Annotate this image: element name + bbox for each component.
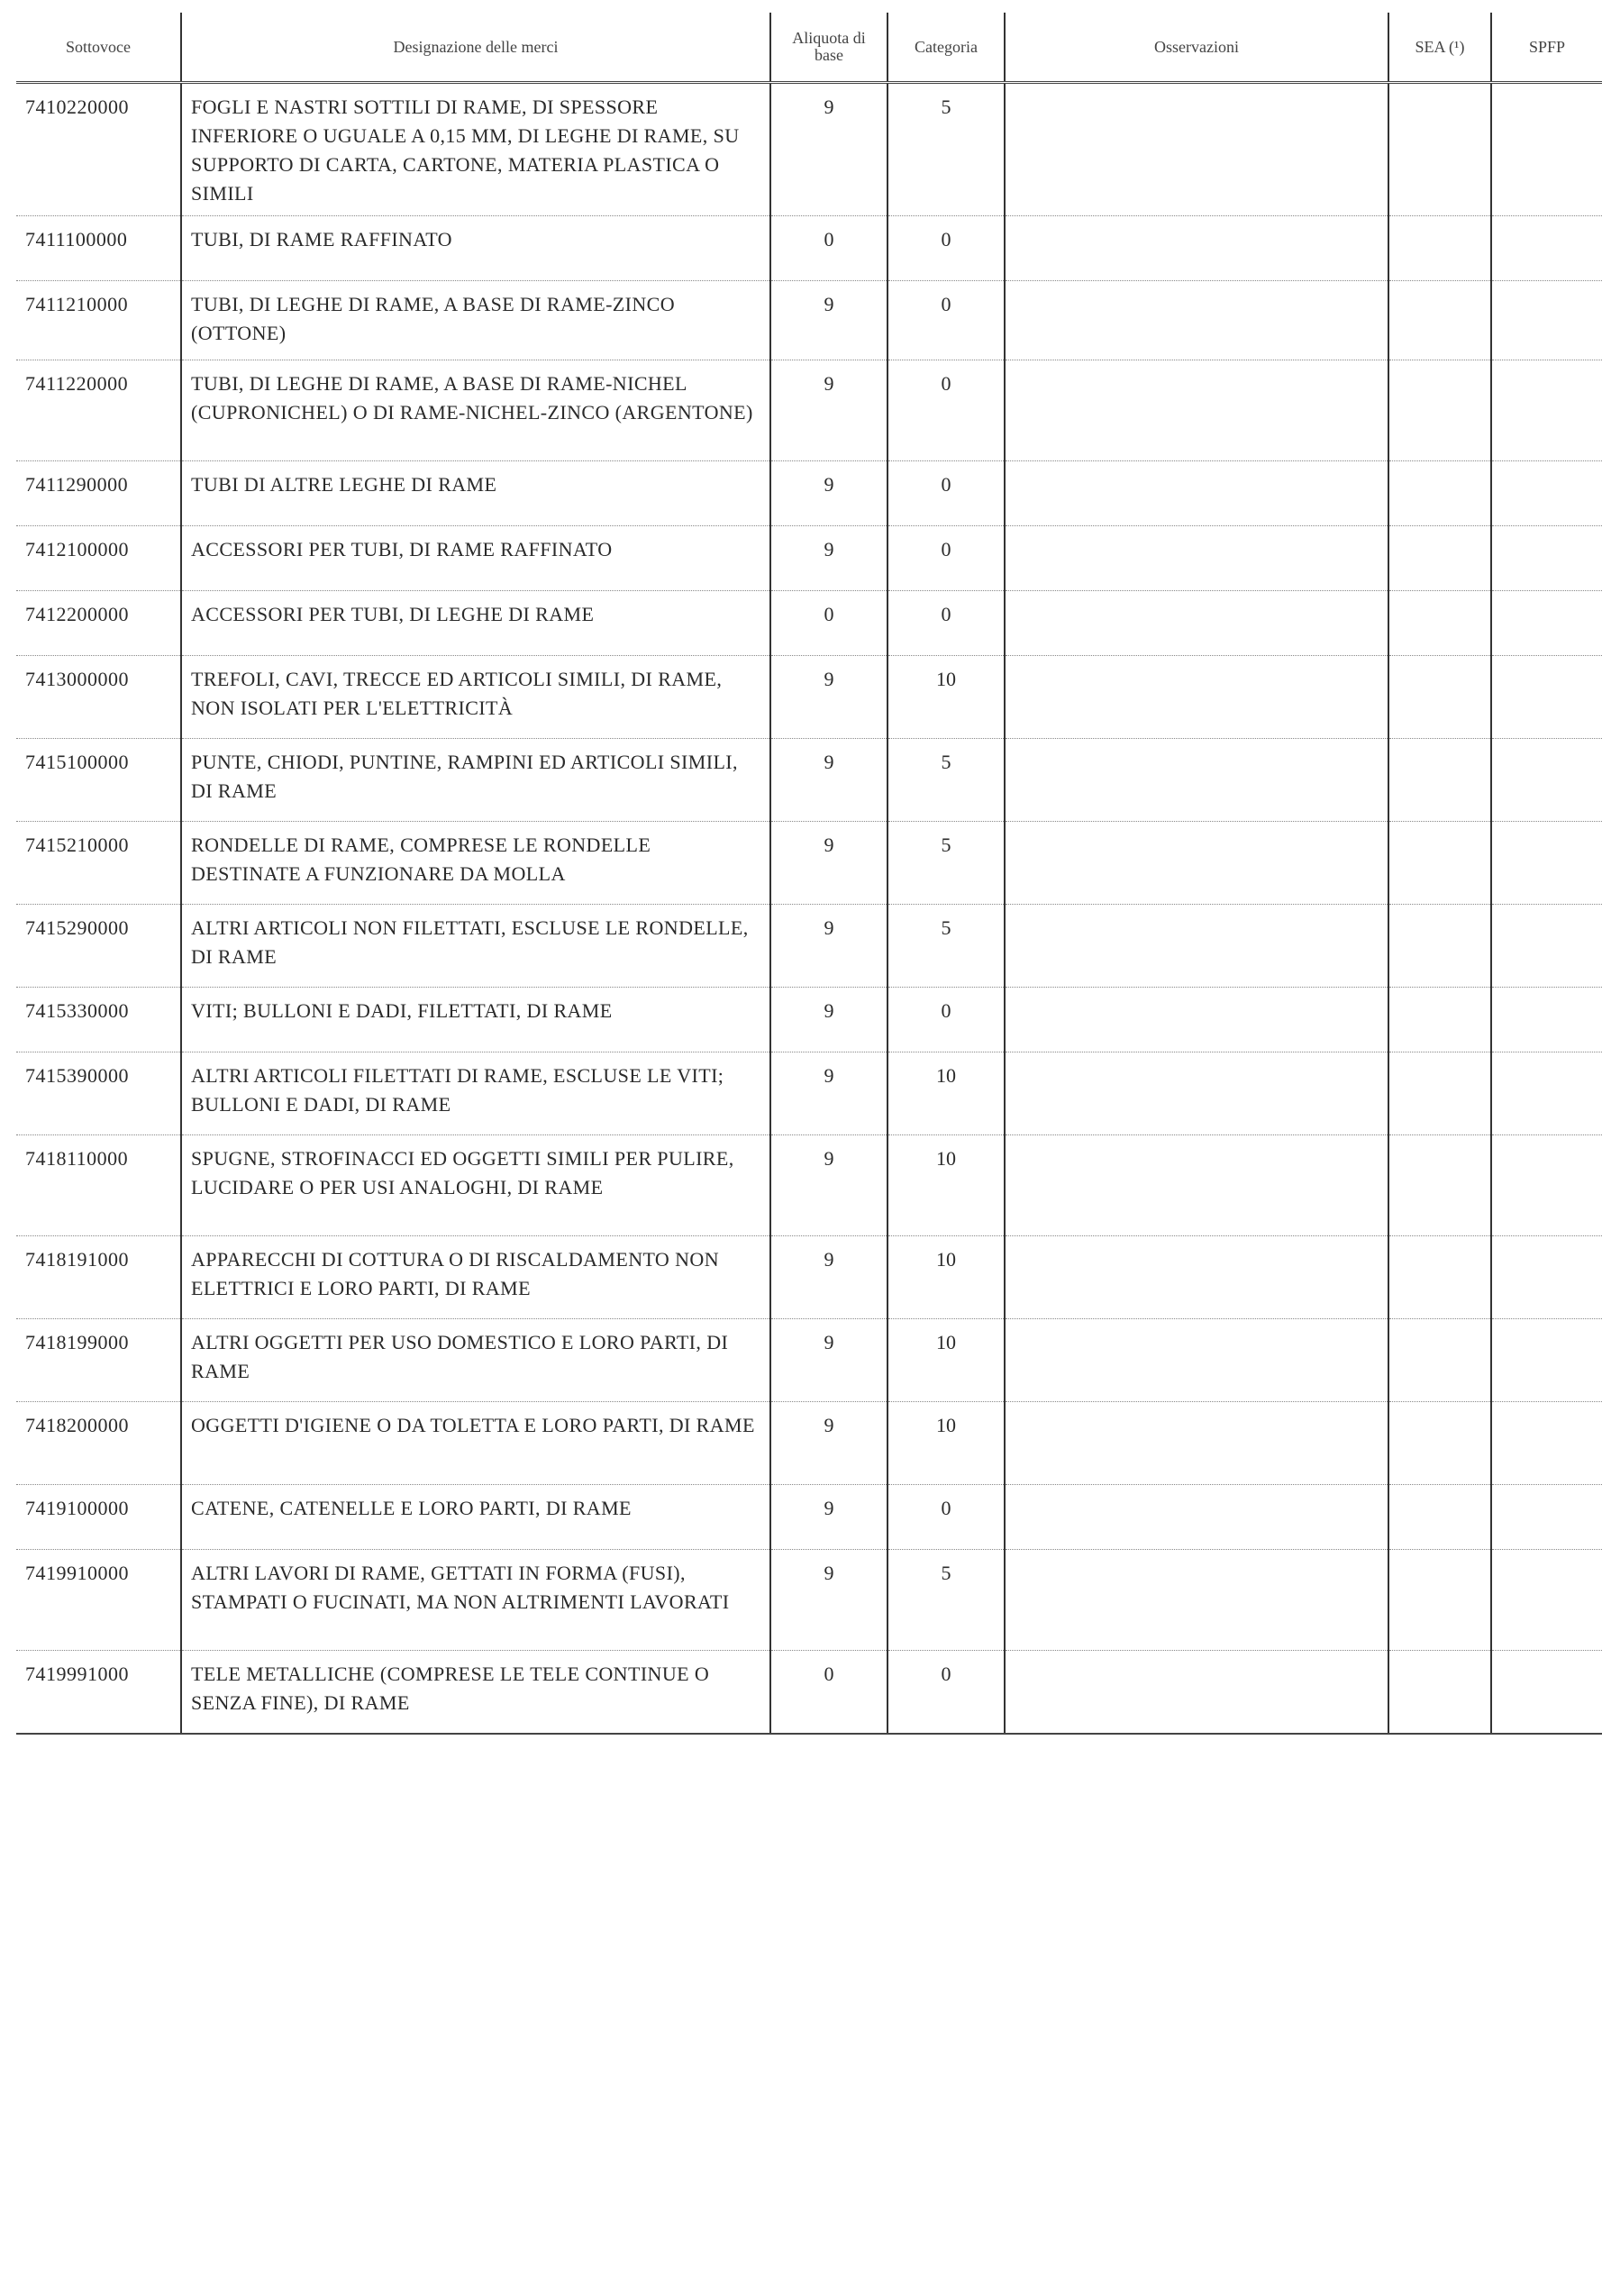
base-rate-cell: 9 (770, 1319, 887, 1402)
base-rate-cell: 9 (770, 281, 887, 360)
code-cell: 7413000000 (16, 656, 181, 739)
sea-cell (1388, 988, 1491, 1052)
base-rate-cell: 9 (770, 1402, 887, 1485)
sea-cell (1388, 905, 1491, 988)
sea-cell (1388, 1236, 1491, 1319)
sea-cell (1388, 526, 1491, 591)
header-spfp: SPFP (1491, 13, 1602, 83)
table-row (16, 591, 1602, 656)
base-rate-cell: 9 (770, 656, 887, 739)
remarks-cell (1005, 360, 1388, 461)
category-cell: 0 (887, 988, 1005, 1052)
remarks-cell (1005, 216, 1388, 281)
table-row (16, 988, 1602, 1052)
table-row (16, 83, 1602, 216)
base-rate-cell: 9 (770, 360, 887, 461)
sea-cell (1388, 739, 1491, 822)
description-cell: ALTRI LAVORI DI RAME, GETTATI IN FORMA (FUSI), STAMPATI O FUCINATI, MA NON ALTRIMENTI LAVORATI (181, 1550, 770, 1651)
table-row (16, 1236, 1602, 1319)
sea-cell (1388, 281, 1491, 360)
spfp-cell (1491, 988, 1602, 1052)
category-cell: 0 (887, 216, 1005, 281)
spfp-cell (1491, 905, 1602, 988)
table-row (16, 1550, 1602, 1651)
description-cell: OGGETTI D'IGIENE O DA TOLETTA E LORO PARTI, DI RAME (181, 1402, 770, 1485)
sea-cell (1388, 1135, 1491, 1236)
spfp-cell (1491, 656, 1602, 739)
spfp-cell (1491, 1319, 1602, 1402)
description-cell: TUBI, DI RAME RAFFINATO (181, 216, 770, 281)
remarks-cell (1005, 1319, 1388, 1402)
description-cell: CATENE, CATENELLE E LORO PARTI, DI RAME (181, 1485, 770, 1550)
sea-cell (1388, 1550, 1491, 1651)
header-code: Sottovoce (16, 13, 181, 83)
code-cell: 7415290000 (16, 905, 181, 988)
base-rate-cell: 9 (770, 461, 887, 526)
base-rate-cell: 0 (770, 216, 887, 281)
header-remarks: Osservazioni (1005, 13, 1388, 83)
spfp-cell (1491, 1236, 1602, 1319)
code-cell: 7415210000 (16, 822, 181, 905)
table-row (16, 1402, 1602, 1485)
sea-cell (1388, 656, 1491, 739)
remarks-cell (1005, 1236, 1388, 1319)
table-row (16, 281, 1602, 360)
remarks-cell (1005, 1485, 1388, 1550)
base-rate-cell: 9 (770, 739, 887, 822)
table-row (16, 1135, 1602, 1236)
remarks-cell (1005, 281, 1388, 360)
base-rate-cell: 9 (770, 1135, 887, 1236)
table-row (16, 905, 1602, 988)
base-rate-cell: 9 (770, 905, 887, 988)
code-cell: 7419910000 (16, 1550, 181, 1651)
remarks-cell (1005, 739, 1388, 822)
table-row (16, 360, 1602, 461)
remarks-cell (1005, 591, 1388, 656)
code-cell: 7418110000 (16, 1135, 181, 1236)
category-cell: 0 (887, 360, 1005, 461)
sea-cell (1388, 822, 1491, 905)
table-row (16, 1651, 1602, 1734)
remarks-cell (1005, 1135, 1388, 1236)
spfp-cell (1491, 83, 1602, 216)
header-description: Designazione delle merci (181, 13, 770, 83)
category-cell: 0 (887, 526, 1005, 591)
code-cell: 7415390000 (16, 1052, 181, 1135)
sea-cell (1388, 591, 1491, 656)
remarks-cell (1005, 1550, 1388, 1651)
table-row (16, 216, 1602, 281)
category-cell: 5 (887, 1550, 1005, 1651)
spfp-cell (1491, 591, 1602, 656)
description-cell: VITI; BULLONI E DADI, FILETTATI, DI RAME (181, 988, 770, 1052)
category-cell: 0 (887, 1651, 1005, 1734)
code-cell: 7415100000 (16, 739, 181, 822)
table-body (16, 83, 1602, 1734)
code-cell: 7419991000 (16, 1651, 181, 1734)
category-cell: 10 (887, 1052, 1005, 1135)
remarks-cell (1005, 905, 1388, 988)
base-rate-cell: 0 (770, 1651, 887, 1734)
sea-cell (1388, 1319, 1491, 1402)
header-sea: SEA (¹) (1388, 13, 1491, 83)
sea-cell (1388, 1402, 1491, 1485)
description-cell: APPARECCHI DI COTTURA O DI RISCALDAMENTO NON ELETTRICI E LORO PARTI, DI RAME (181, 1236, 770, 1319)
remarks-cell (1005, 83, 1388, 216)
sea-cell (1388, 216, 1491, 281)
description-cell: TUBI, DI LEGHE DI RAME, A BASE DI RAME-ZINCO (OTTONE) (181, 281, 770, 360)
description-cell: FOGLI E NASTRI SOTTILI DI RAME, DI SPESSORE INFERIORE O UGUALE A 0,15 MM, DI LEGHE DI RAME, SU SUPPORTO DI CARTA, CARTONE, MATERIA PLASTICA O SIMILI (181, 83, 770, 216)
table-row (16, 526, 1602, 591)
remarks-cell (1005, 461, 1388, 526)
category-cell: 5 (887, 83, 1005, 216)
spfp-cell (1491, 461, 1602, 526)
description-cell: RONDELLE DI RAME, COMPRESE LE RONDELLE DESTINATE A FUNZIONARE DA MOLLA (181, 822, 770, 905)
description-cell: TELE METALLICHE (COMPRESE LE TELE CONTINUE O SENZA FINE), DI RAME (181, 1651, 770, 1734)
table-row (16, 1319, 1602, 1402)
code-cell: 7411100000 (16, 216, 181, 281)
description-cell: ALTRI ARTICOLI FILETTATI DI RAME, ESCLUSE LE VITI; BULLONI E DADI, DI RAME (181, 1052, 770, 1135)
category-cell: 0 (887, 1485, 1005, 1550)
spfp-cell (1491, 822, 1602, 905)
spfp-cell (1491, 739, 1602, 822)
header-base-rate: Aliquota di base (770, 13, 887, 83)
spfp-cell (1491, 1485, 1602, 1550)
code-cell: 7411220000 (16, 360, 181, 461)
code-cell: 7418199000 (16, 1319, 181, 1402)
category-cell: 5 (887, 905, 1005, 988)
spfp-cell (1491, 281, 1602, 360)
category-cell: 10 (887, 1402, 1005, 1485)
remarks-cell (1005, 1402, 1388, 1485)
spfp-cell (1491, 1402, 1602, 1485)
header-row (16, 13, 1602, 83)
code-cell: 7418200000 (16, 1402, 181, 1485)
table-row (16, 461, 1602, 526)
description-cell: ALTRI ARTICOLI NON FILETTATI, ESCLUSE LE RONDELLE, DI RAME (181, 905, 770, 988)
base-rate-cell: 9 (770, 1550, 887, 1651)
table-row (16, 656, 1602, 739)
code-cell: 7412100000 (16, 526, 181, 591)
base-rate-cell: 9 (770, 988, 887, 1052)
header-category: Categoria (887, 13, 1005, 83)
base-rate-cell: 9 (770, 1236, 887, 1319)
tariff-table (16, 13, 1602, 1735)
remarks-cell (1005, 1651, 1388, 1734)
remarks-cell (1005, 656, 1388, 739)
remarks-cell (1005, 822, 1388, 905)
description-cell: ACCESSORI PER TUBI, DI LEGHE DI RAME (181, 591, 770, 656)
spfp-cell (1491, 216, 1602, 281)
category-cell: 10 (887, 1319, 1005, 1402)
remarks-cell (1005, 988, 1388, 1052)
spfp-cell (1491, 1135, 1602, 1236)
code-cell: 7418191000 (16, 1236, 181, 1319)
table-row (16, 1485, 1602, 1550)
code-cell: 7411210000 (16, 281, 181, 360)
spfp-cell (1491, 1651, 1602, 1734)
sea-cell (1388, 83, 1491, 216)
description-cell: ACCESSORI PER TUBI, DI RAME RAFFINATO (181, 526, 770, 591)
category-cell: 0 (887, 461, 1005, 526)
base-rate-cell: 9 (770, 1485, 887, 1550)
code-cell: 7419100000 (16, 1485, 181, 1550)
base-rate-cell: 9 (770, 526, 887, 591)
category-cell: 5 (887, 822, 1005, 905)
description-cell: ALTRI OGGETTI PER USO DOMESTICO E LORO PARTI, DI RAME (181, 1319, 770, 1402)
spfp-cell (1491, 1550, 1602, 1651)
base-rate-cell: 9 (770, 822, 887, 905)
description-cell: TUBI, DI LEGHE DI RAME, A BASE DI RAME-NICHEL (CUPRONICHEL) O DI RAME-NICHEL-ZINCO (ARGENTONE) (181, 360, 770, 461)
sea-cell (1388, 1651, 1491, 1734)
description-cell: TREFOLI, CAVI, TRECCE ED ARTICOLI SIMILI, DI RAME, NON ISOLATI PER L'ELETTRICITÀ (181, 656, 770, 739)
remarks-cell (1005, 1052, 1388, 1135)
spfp-cell (1491, 1052, 1602, 1135)
description-cell: SPUGNE, STROFINACCI ED OGGETTI SIMILI PER PULIRE, LUCIDARE O PER USI ANALOGHI, DI RAME (181, 1135, 770, 1236)
sea-cell (1388, 1052, 1491, 1135)
base-rate-cell: 9 (770, 83, 887, 216)
category-cell: 5 (887, 739, 1005, 822)
category-cell: 10 (887, 656, 1005, 739)
base-rate-cell: 9 (770, 1052, 887, 1135)
table-row (16, 822, 1602, 905)
sea-cell (1388, 360, 1491, 461)
category-cell: 0 (887, 591, 1005, 656)
code-cell: 7415330000 (16, 988, 181, 1052)
category-cell: 10 (887, 1135, 1005, 1236)
base-rate-cell: 0 (770, 591, 887, 656)
spfp-cell (1491, 526, 1602, 591)
table-row (16, 739, 1602, 822)
sea-cell (1388, 1485, 1491, 1550)
remarks-cell (1005, 526, 1388, 591)
spfp-cell (1491, 360, 1602, 461)
category-cell: 10 (887, 1236, 1005, 1319)
description-cell: TUBI DI ALTRE LEGHE DI RAME (181, 461, 770, 526)
description-cell: PUNTE, CHIODI, PUNTINE, RAMPINI ED ARTICOLI SIMILI, DI RAME (181, 739, 770, 822)
code-cell: 7411290000 (16, 461, 181, 526)
code-cell: 7410220000 (16, 83, 181, 216)
table-row (16, 1052, 1602, 1135)
code-cell: 7412200000 (16, 591, 181, 656)
category-cell: 0 (887, 281, 1005, 360)
sea-cell (1388, 461, 1491, 526)
